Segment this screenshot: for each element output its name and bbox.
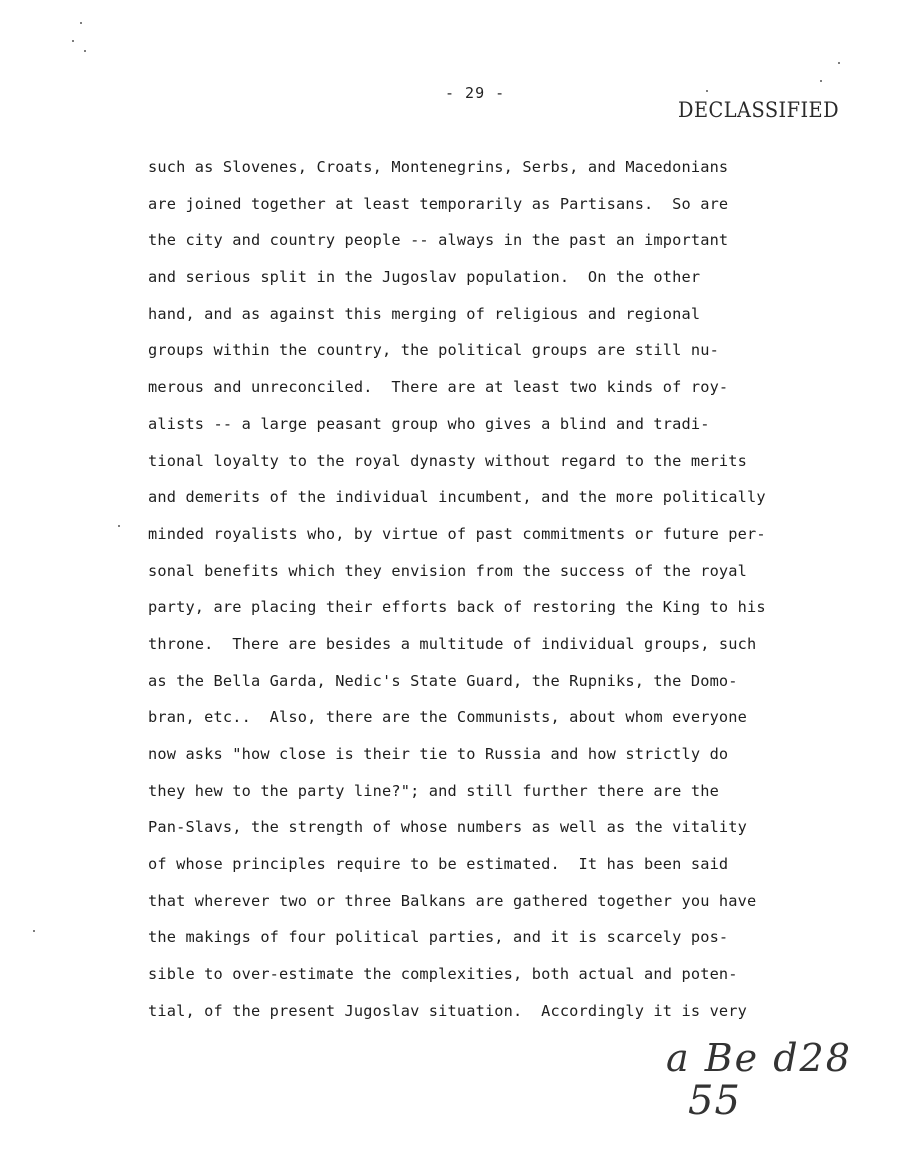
scan-speck [80, 22, 82, 24]
text-line: as the Bella Garda, Nedic's State Guard, the Rupniks, the Domo- [148, 671, 738, 690]
text-line: hand, and as against this merging of religious and regional [148, 304, 701, 323]
scan-speck [706, 90, 708, 92]
text-line: tial, of the present Jugoslav situation. Accordingly it is very [148, 1001, 748, 1020]
declassified-stamp: DECLASSIFIED [678, 98, 840, 122]
scan-speck [72, 40, 74, 42]
text-line: that wherever two or three Balkans are gathered together you have [148, 891, 757, 910]
text-line: Pan-Slavs, the strength of whose numbers as well as the vitality [148, 818, 748, 837]
text-line: party, are placing their efforts back of restoring the King to his [148, 598, 766, 617]
text-line: they hew to the party line?"; and still further there are the [148, 781, 719, 800]
text-line: bran, etc.. Also, there are the Communists, about whom everyone [148, 708, 748, 727]
text-line: throne. There are besides a multitude of individual groups, such [148, 634, 757, 653]
text-line: the makings of four political parties, and it is scarcely pos- [148, 928, 729, 947]
text-line: alists -- a large peasant group who gives a blind and tradi- [148, 414, 710, 433]
text-line: and demerits of the individual incumbent, and the more politically [148, 488, 766, 507]
handwritten-annotation: 55 [688, 1078, 741, 1124]
text-line: tional loyalty to the royal dynasty without regard to the merits [148, 451, 748, 470]
text-line: sonal benefits which they envision from the success of the royal [148, 561, 748, 580]
scan-speck [820, 80, 822, 82]
scan-speck [84, 50, 86, 52]
text-line: such as Slovenes, Croats, Montenegrins, Serbs, and Macedonians [148, 158, 729, 176]
text-line: of whose principles require to be estimated. It has been said [148, 855, 729, 874]
scan-speck [838, 62, 840, 64]
text-line: minded royalists who, by virtue of past commitments or future per- [148, 524, 766, 543]
text-line: now asks "how close is their tie to Russia and how strictly do [148, 745, 729, 763]
text-line: merous and unreconciled. There are at least two kinds of roy- [148, 378, 729, 397]
page-number: - 29 - [445, 84, 506, 102]
body-text [148, 155, 878, 1036]
text-line: and serious split in the Jugoslav population. On the other [148, 268, 701, 287]
handwritten-annotation: a Be d28 [666, 1036, 852, 1080]
text-line: sible to over-estimate the complexities, both actual and poten- [148, 965, 738, 984]
scan-speck [118, 525, 120, 527]
text-line: the city and country people -- always in the past an important [148, 231, 729, 250]
scan-speck [33, 930, 35, 932]
text-line: are joined together at least temporarily as Partisans. So are [148, 194, 729, 213]
text-line: groups within the country, the political groups are still nu- [148, 341, 719, 360]
